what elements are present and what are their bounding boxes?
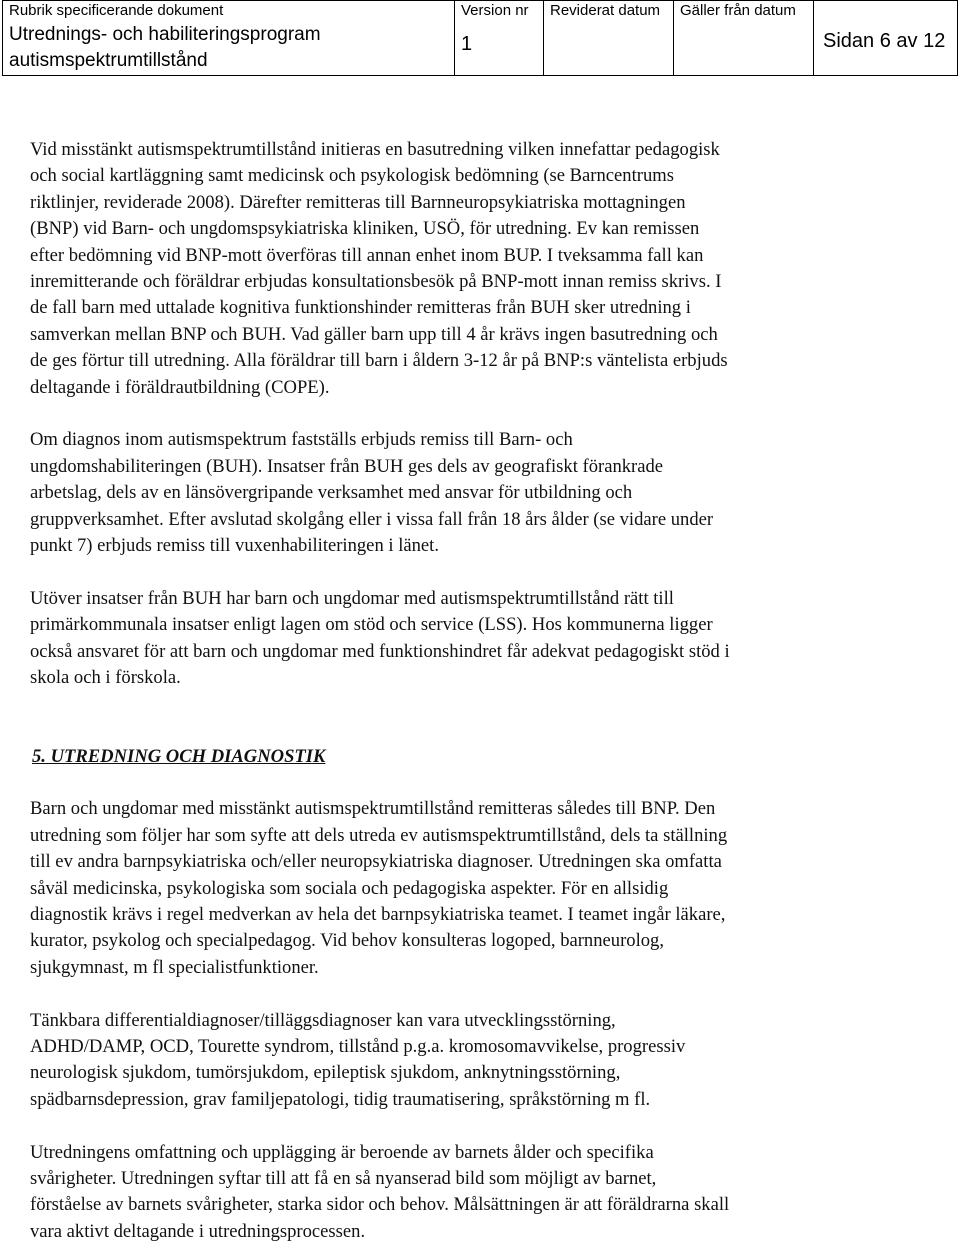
text-line: diagnostik krävs i regel medverkan av hela det barnpsykiatriska teamet. I teamet ingår läkare, (30, 903, 726, 925)
text-line: punkt 7) erbjuds remiss till vuxenhabiliteringen i länet. (30, 535, 439, 557)
text-line: sjukgymnast, m fl specialistfunktioner. (30, 956, 319, 978)
text-line: till ev andra barnpsykiatriska och/eller neuropsykiatriska diagnoser. Utredningen ska omfatta (30, 851, 722, 873)
header-divider (454, 1, 455, 75)
text-line: (BNP) vid Barn- och ungdomspsykiatriska kliniken, USÖ, för utredning. Ev kan remissen (30, 218, 700, 240)
text-line: de fall barn med uttalade kognitiva funktionshinder remitteras från BUH sker utredning i (30, 297, 691, 319)
text-line: kurator, psykolog och specialpedagog. Vid behov konsulteras logoped, barnneurolog, (30, 930, 664, 952)
version-value: 1 (461, 33, 473, 55)
paragraph-omfattning (30, 1140, 930, 1246)
paragraph-utredning (30, 796, 930, 981)
text-line: deltagande i föräldrautbildning (COPE). (30, 376, 330, 398)
page-indicator: Sidan 6 av 12 (823, 30, 946, 52)
header-divider (813, 1, 814, 75)
text-line: utredning som följer har som syfte att dels utreda ev autismspektrumtillstånd, dels ta ställning (30, 824, 728, 846)
revised-label: Reviderat datum (550, 2, 661, 19)
text-line: Tänkbara differentialdiagnoser/tilläggsdiagnoser kan vara utvecklingsstörning, (30, 1009, 616, 1031)
text-line: skola och i förskola. (30, 667, 181, 689)
text-line: gruppverksamhet. Efter avslutad skolgång eller i vissa fall från 18 års ålder (se vidare under (30, 508, 714, 530)
text-line: Vid misstänkt autismspektrumtillstånd initieras en basutredning vilken innefattar pedagogisk (30, 139, 720, 160)
text-line: Barn och ungdomar med misstänkt autismspektrumtillstånd remitteras således till BNP. Den (30, 798, 716, 820)
doc-title-line2: autismspektrumtillstånd (9, 50, 208, 71)
text-line: och social kartläggning samt medicinsk och psykologisk bedömning (se Barncentrums (30, 165, 674, 187)
section-heading: 5. UTREDNING OCH DIAGNOSTIK (32, 745, 326, 767)
text-line: efter bedömning vid BNP-mott överföras till annan enhet inom BUP. I tveksamma fall kan (30, 244, 704, 266)
doc-type-label: Rubrik specificerande dokument (9, 2, 224, 19)
text-line: riktlinjer, reviderade 2008). Därefter remitteras till Barnneuropsykiatriska mottagningen (30, 191, 686, 213)
text-line: neurologisk sjukdom, tumörsjukdom, epileptisk sjukdom, anknytningsstörning, (30, 1062, 621, 1084)
text-line: Utöver insatser från BUH har barn och ungdomar med autismspektrumtillstånd rätt till (30, 587, 674, 609)
text-line: Om diagnos inom autismspektrum fastställs erbjuds remiss till Barn- och (30, 429, 573, 451)
text-line: vara aktivt deltagande i utredningsprocessen. (30, 1220, 366, 1242)
text-line: arbetslag, dels av en länsövergripande verksamhet med ansvar för utbildning och (30, 482, 633, 504)
text-line: såväl medicinska, psykologiska som sociala och pedagogiska aspekter. För en allsidig (30, 877, 669, 899)
text-line: samverkan mellan BNP och BUH. Vad gäller barn upp till 4 år krävs ingen basutredning och (30, 323, 718, 345)
text-line: spädbarnsdepression, grav familjepatologi, tidig traumatisering, språkstörning m fl. (30, 1088, 651, 1110)
text-line: ungdomshabiliteringen (BUH). Insatser från BUH ges dels av geografiskt förankrade (30, 455, 664, 477)
text-line: svårigheter. Utredningen syftar till att få en så nyanserad bild som möjligt av barnet, (30, 1167, 657, 1189)
text-line: också ansvaret för att barn och ungdomar med funktionshindret får adekvat pedagogiskt stöd i (30, 640, 730, 662)
header-divider (543, 1, 544, 75)
text-line: ADHD/DAMP, OCD, Tourette syndrom, tillstånd p.g.a. kromosomavvikelse, progressiv (30, 1035, 686, 1057)
text-line: de ges förtur till utredning. Alla föräldrar till barn i åldern 3-12 år på BNP:s väntelista erbjuds (30, 350, 728, 372)
document-body (30, 137, 930, 1245)
paragraph-basutredning (30, 137, 930, 401)
paragraph-diagnos-buh (30, 427, 930, 559)
valid-from-label: Gäller från datum (680, 2, 796, 19)
header-version-cell (461, 2, 541, 55)
text-line: Utredningens omfattning och upplägging är beroende av barnets ålder och specifika (30, 1141, 654, 1163)
header-valid-from-cell (680, 2, 810, 20)
header-revised-cell (550, 2, 670, 20)
text-line: förståelse av barnets svårigheter, starka sidor och behov. Målsättningen är att föräldrarna skall (30, 1194, 730, 1216)
text-line: primärkommunala insatser enligt lagen om stöd och service (LSS). Hos kommunerna ligger (30, 614, 713, 636)
version-label: Version nr (461, 2, 529, 19)
text-line: inremitterande och föräldrar erbjudas konsultationsbesök på BNP-mott innan remiss skrivs. I (30, 271, 722, 293)
doc-title-line1: Utrednings- och habiliteringsprogram (9, 24, 321, 45)
paragraph-lss (30, 586, 930, 692)
header-divider (673, 1, 674, 75)
paragraph-differentialdiagnoser (30, 1008, 930, 1114)
document-header (2, 0, 958, 76)
